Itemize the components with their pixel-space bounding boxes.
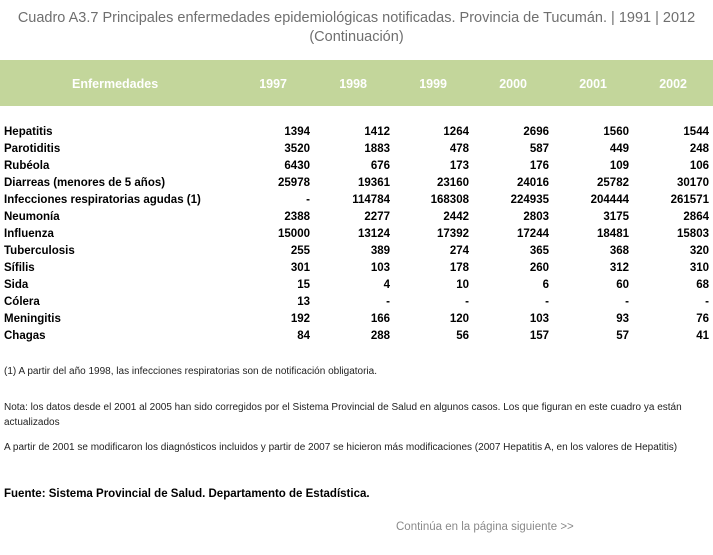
cell-value: 310: [689, 262, 709, 274]
cell-value: 320: [689, 245, 709, 257]
disease-label: Diarreas (menores de 5 años): [4, 177, 166, 189]
table-row: [0, 158, 713, 175]
cell-value: 389: [370, 245, 390, 257]
cell-value: 301: [290, 262, 310, 274]
cell-value: 30170: [677, 177, 709, 189]
cell-value: 25978: [278, 177, 310, 189]
cell-value: 68: [696, 279, 709, 291]
disease-label: Cólera: [4, 296, 40, 308]
disease-label: Rubéola: [4, 160, 50, 172]
cell-value: 368: [609, 245, 629, 257]
table-row: [0, 124, 713, 141]
header-year: 2001: [579, 77, 607, 91]
cell-value: 6: [542, 279, 549, 291]
cell-value: 676: [370, 160, 390, 172]
cell-value: 176: [529, 160, 549, 172]
cell-value: 168308: [430, 194, 469, 206]
cell-value: 1560: [603, 126, 629, 138]
table-row: [0, 226, 713, 243]
cell-value: 2277: [364, 211, 390, 223]
source-text: Fuente: Sistema Provincial de Salud. Departamento de Estadística.: [4, 488, 370, 500]
cell-value: -: [306, 194, 310, 206]
cell-value: 2442: [443, 211, 469, 223]
cell-value: 25782: [597, 177, 629, 189]
header-year: 2000: [499, 77, 527, 91]
cell-value: 24016: [517, 177, 549, 189]
cell-value: 109: [609, 160, 629, 172]
cell-value: 587: [529, 143, 549, 155]
cell-value: 192: [290, 313, 310, 325]
disease-label: Neumonía: [4, 211, 60, 223]
cell-value: 13: [297, 296, 310, 308]
header-year: 2002: [659, 77, 687, 91]
cell-value: 103: [370, 262, 390, 274]
disease-label: Sida: [4, 279, 29, 291]
cell-value: 274: [449, 245, 469, 257]
cell-value: 15803: [677, 228, 709, 240]
cell-value: 173: [449, 160, 469, 172]
cell-value: 3520: [284, 143, 310, 155]
cell-value: 2696: [523, 126, 549, 138]
table-row: [0, 192, 713, 209]
cell-value: -: [625, 296, 629, 308]
cell-value: 260: [529, 262, 549, 274]
cell-value: 41: [696, 330, 709, 342]
table-row: [0, 141, 713, 158]
disease-label: Sífilis: [4, 262, 35, 274]
disease-label: Parotiditis: [4, 143, 61, 155]
cell-value: 2803: [523, 211, 549, 223]
table-row: [0, 294, 713, 311]
cell-value: 1394: [284, 126, 310, 138]
cell-value: 248: [689, 143, 709, 155]
cell-value: 93: [616, 313, 629, 325]
cell-value: 288: [370, 330, 390, 342]
disease-label: Hepatitis: [4, 126, 53, 138]
table-row: [0, 260, 713, 277]
cell-value: 478: [449, 143, 469, 155]
note-corrections: Nota: los datos desde el 2001 al 2005 han sido corregidos por el Sistema Provincial de Salud en algunos casos. Los que figuran en este cuadro ya están actualizados: [4, 402, 682, 428]
header-year: 1997: [259, 77, 287, 91]
cell-value: 261571: [670, 194, 709, 206]
cell-value: 449: [609, 143, 629, 155]
cell-value: 166: [370, 313, 390, 325]
table-header: [0, 60, 713, 106]
cell-value: 15: [297, 279, 310, 291]
disease-label: Tuberculosis: [4, 245, 75, 257]
header-year: 1999: [419, 77, 447, 91]
cell-value: 120: [449, 313, 469, 325]
note-diagnostics: A partir de 2001 se modificaron los diagnósticos incluidos y partir de 2007 se hicieron más modificaciones (2007 Hepatitis A, en los valores de Hepatitis): [4, 442, 678, 453]
cell-value: 18481: [597, 228, 629, 240]
cell-value: 312: [609, 262, 629, 274]
table-row: [0, 328, 713, 345]
cell-value: 2864: [683, 211, 709, 223]
cell-value: 56: [456, 330, 469, 342]
cell-value: 76: [696, 313, 709, 325]
table-row: [0, 277, 713, 294]
cell-value: 6430: [284, 160, 310, 172]
cell-value: 19361: [358, 177, 390, 189]
cell-value: 23160: [437, 177, 469, 189]
table-row: [0, 311, 713, 328]
cell-value: -: [545, 296, 549, 308]
cell-value: 4: [383, 279, 390, 291]
disease-label: Influenza: [4, 228, 54, 240]
cell-value: 17392: [437, 228, 469, 240]
cell-value: 178: [449, 262, 469, 274]
cell-value: 1883: [364, 143, 390, 155]
cell-value: 224935: [510, 194, 549, 206]
cell-value: 365: [529, 245, 549, 257]
cell-value: 157: [529, 330, 549, 342]
title-line-1: Cuadro A3.7 Principales enfermedades epidemiológicas notificadas. Provincia de Tucumán. | 1991 | 2012: [17, 10, 696, 26]
cell-value: -: [465, 296, 469, 308]
cell-value: 60: [616, 279, 629, 291]
cell-value: 255: [290, 245, 310, 257]
table-row: [0, 175, 713, 192]
cell-value: 103: [529, 313, 549, 325]
header-year: 1998: [339, 77, 367, 91]
disease-label: Meningitis: [4, 313, 61, 325]
cell-value: 2388: [284, 211, 310, 223]
table-title: [0, 9, 713, 47]
cell-value: 15000: [278, 228, 310, 240]
cell-value: 17244: [517, 228, 549, 240]
cell-value: 1264: [443, 126, 469, 138]
disease-label: Infecciones respiratorias agudas (1): [4, 194, 201, 206]
cell-value: 84: [297, 330, 310, 342]
cell-value: 13124: [358, 228, 390, 240]
table-body: [0, 124, 713, 345]
cell-value: 1544: [683, 126, 709, 138]
header-diseases: Enfermedades: [72, 77, 159, 91]
cell-value: 57: [616, 330, 629, 342]
cell-value: 10: [456, 279, 469, 291]
continue-link[interactable]: Continúa en la página siguiente >>: [396, 521, 574, 533]
cell-value: 204444: [590, 194, 629, 206]
cell-value: 1412: [364, 126, 390, 138]
footnote-1: (1) A partir del año 1998, las infecciones respiratorias son de notificación obligatoria.: [4, 366, 377, 377]
title-line-2: (Continuación): [309, 29, 404, 45]
cell-value: 106: [689, 160, 709, 172]
cell-value: -: [386, 296, 390, 308]
table-row: [0, 243, 713, 260]
cell-value: 3175: [603, 211, 629, 223]
cell-value: -: [705, 296, 709, 308]
disease-label: Chagas: [4, 330, 46, 342]
cell-value: 114784: [352, 194, 390, 206]
table-row: [0, 209, 713, 226]
